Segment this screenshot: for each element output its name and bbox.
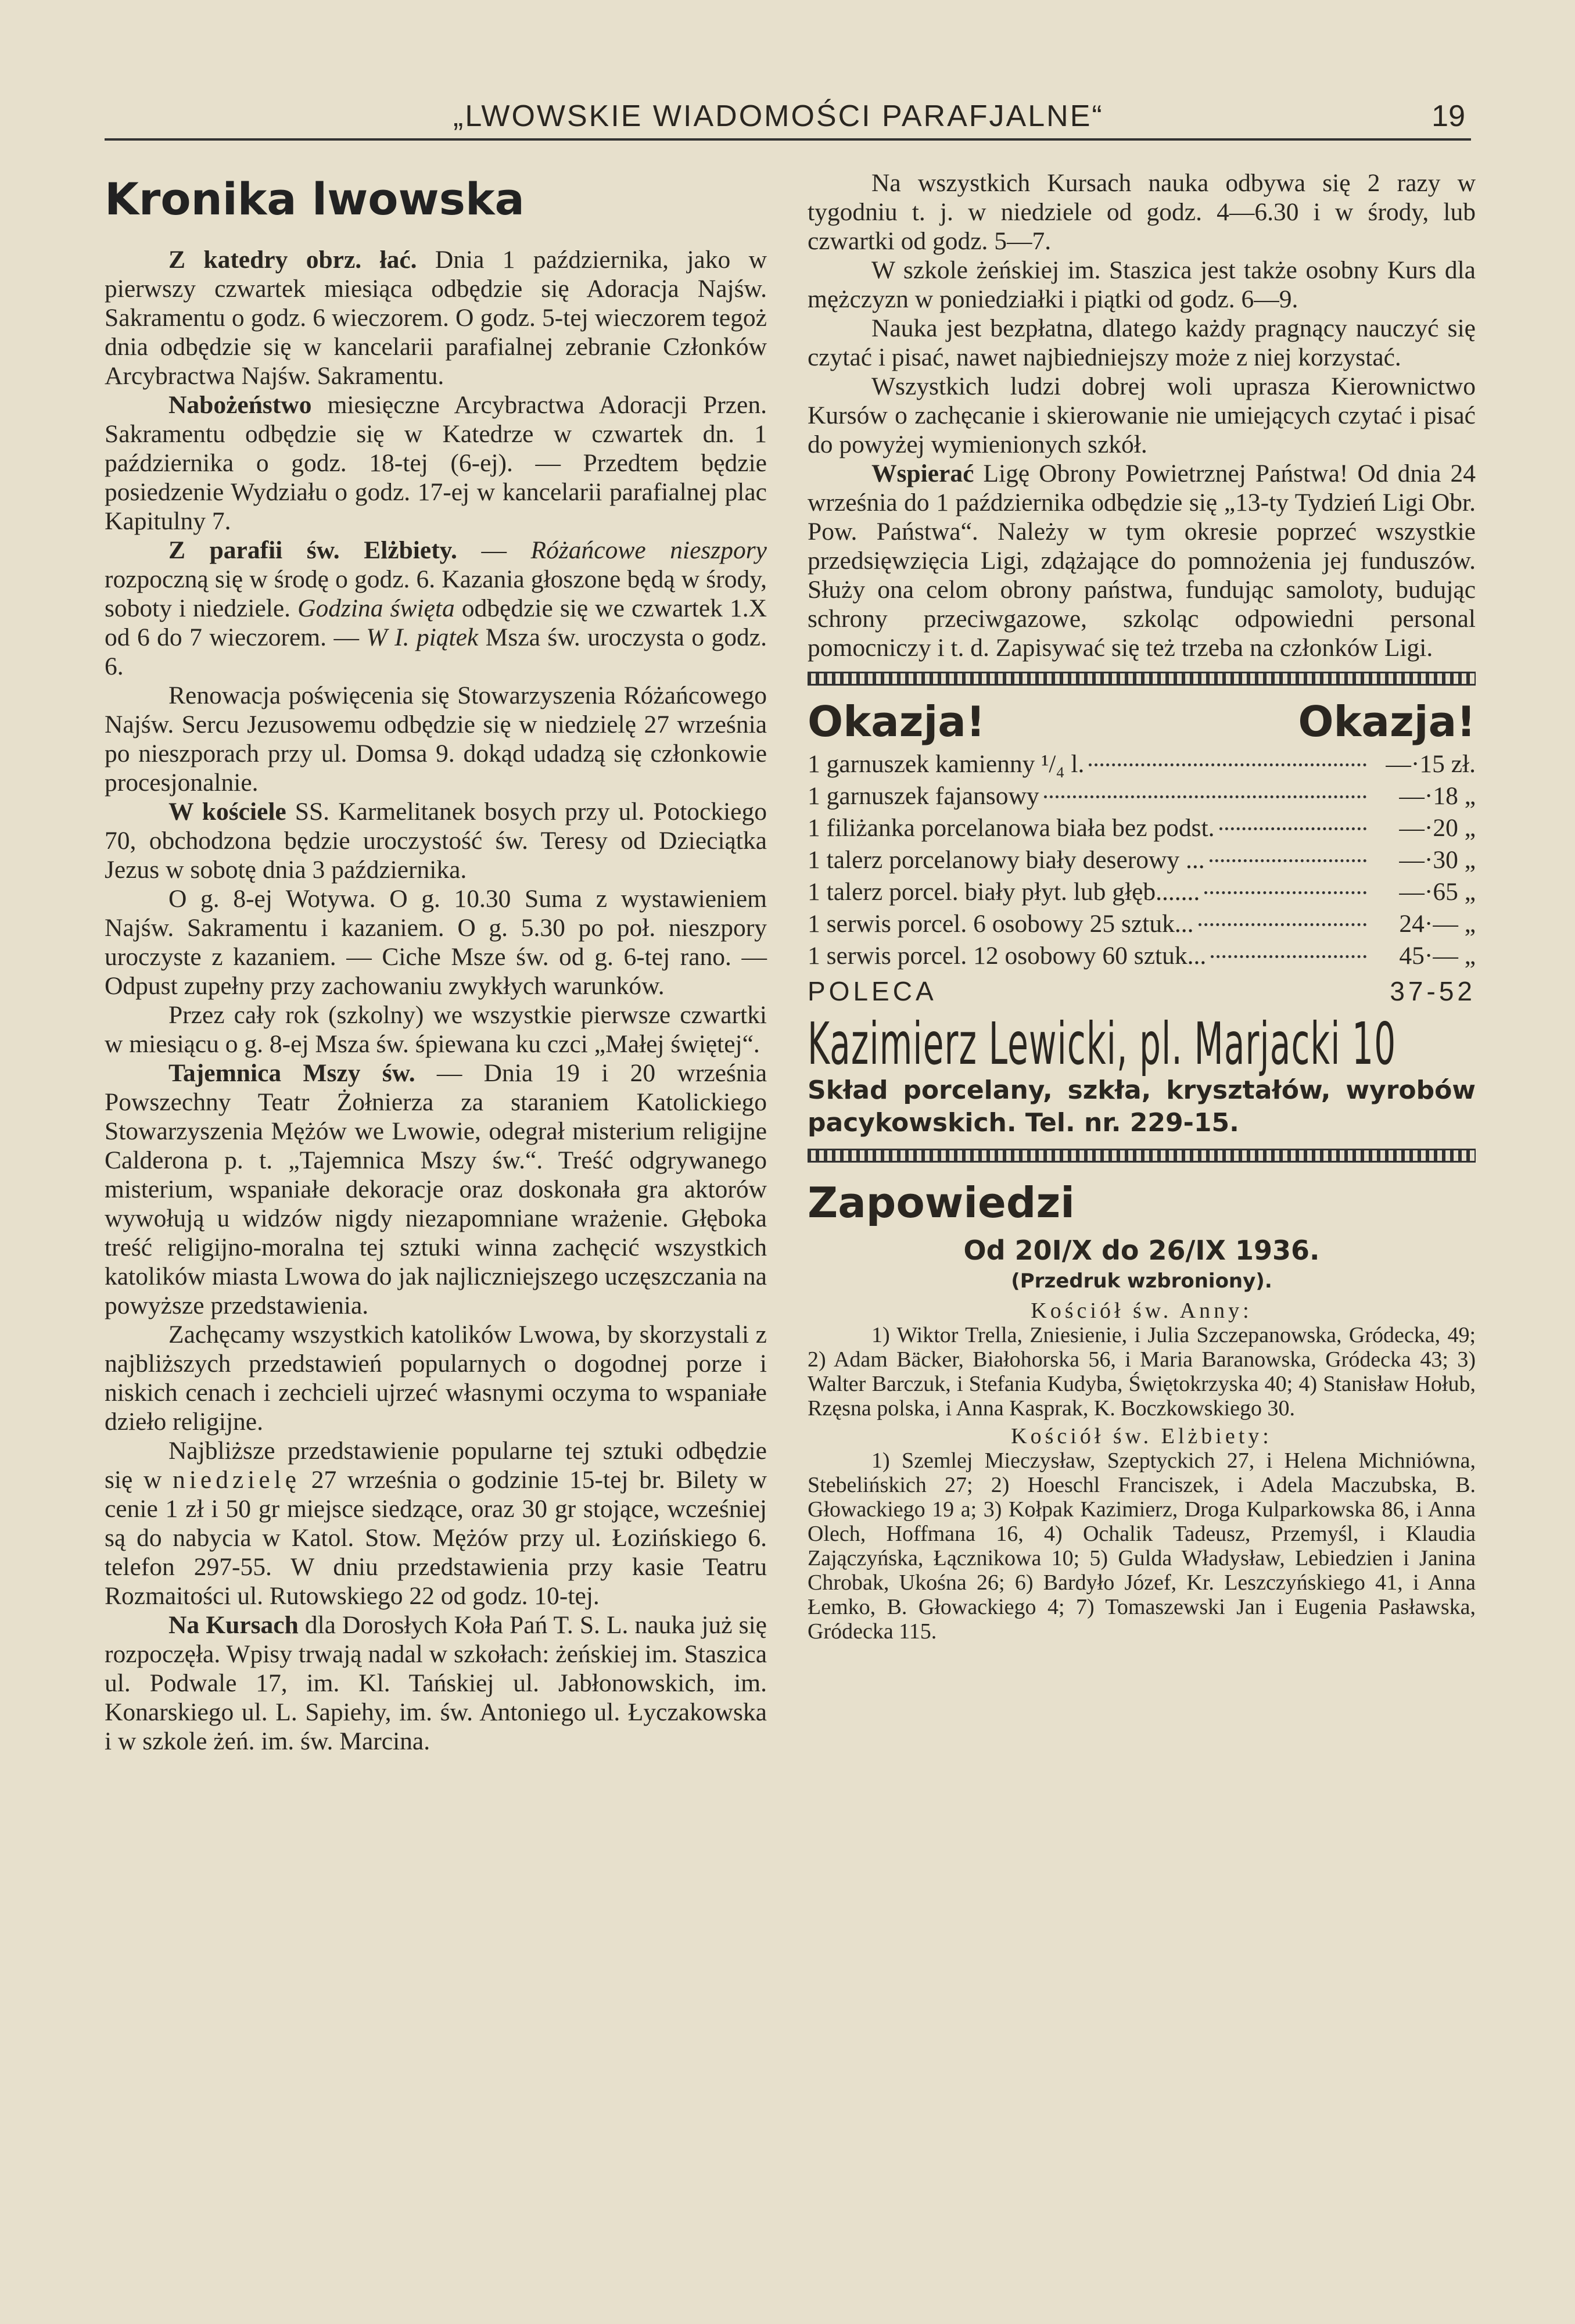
leader-dots	[1044, 795, 1366, 798]
company-description: Skład porcelany, szkła, kryształów, wyrobów pacykowskich. Tel. nr. 229-15.	[808, 1075, 1476, 1138]
najblizsze-paragraph	[105, 1436, 767, 1611]
leader-dots	[1204, 891, 1366, 894]
zapowiedzi-date-range: Od 20I/X do 26/IX 1936.	[963, 1235, 1320, 1266]
liga-heading: Wspierać	[871, 460, 974, 487]
kronika-title: Kronika lwowska	[105, 173, 525, 225]
elzbieta-text-1: rozpoczną się w środę o godz. 6. Kazania głoszone będą w środy, soboty i niedziele.	[105, 565, 767, 622]
price-value: 24·— „	[1399, 910, 1476, 938]
wotywa-paragraph: O g. 8-ej Wotywa. O g. 10.30 Suma z wystawieniem Najśw. Sakramentu i kazaniem. O g. 5.30 po poł. nieszpory uroczyste z kazaniem. — Ciche Msze św. od g. 6-tej rano. — Odpust zupełny przy zachowaniu zwykłych warunków.	[105, 885, 767, 1000]
price-item: 1 garnuszek kamienny ¹/₄ l.	[808, 750, 1085, 778]
page-header	[105, 93, 1471, 141]
price-row	[808, 780, 1476, 812]
price-item: 1 garnuszek fajansowy	[808, 782, 1039, 810]
zachecamy-paragraph: Zachęcamy wszystkich katolików Lwowa, by skorzystali z najbliższych przedstawień popularnych o dogodnej porze i niskich cenach i zechcieli ujrzeć własnymi oczyma to wspaniałe dzieło religijne.	[105, 1321, 767, 1436]
elzbieta-italic-3: W I. piątek	[366, 623, 479, 651]
price-item: 1 serwis porcel. 6 osobowy 25 sztuk...	[808, 910, 1194, 938]
right-column	[808, 168, 1476, 1644]
poleca-label: POLECA	[808, 976, 937, 1006]
left-column	[105, 168, 767, 1756]
leader-dots	[1219, 827, 1366, 830]
ornamental-divider	[808, 672, 1476, 686]
elzbieta-italic-1: Różańcowe nieszpory	[530, 536, 767, 564]
price-value: 45·— „	[1399, 942, 1476, 970]
price-row	[808, 748, 1476, 780]
price-value: —·65 „	[1399, 878, 1476, 906]
karmelitanki-text: SS. Karmelitanek bosych przy ul. Potockiego 70, obchodzona będzie uroczystość św. Teresy od Dzieciątka Jezus w sobotę dnia 3 października.	[105, 798, 767, 884]
company-name: Kazimierz Lewicki, pl. Marjacki 10	[808, 1010, 1397, 1078]
leader-dots	[1210, 859, 1366, 862]
kursy-nauka-paragraph: Na wszystkich Kursach nauka odbywa się 2 razy w tygodniu t. j. w niedziele od godz. 4—6.30 i w środy, lub czwartki od godz. 5—7.	[808, 169, 1476, 255]
renowacja-paragraph: Renowacja poświęcenia się Stowarzyszenia Różańcowego Najśw. Sercu Jezusowemu odbędzie się w niedzielę 27 września po nieszporach przy ul. Domsa 9. dokąd udadzą się członkowie procesjonalnie.	[105, 682, 767, 797]
nabozenstwo-text: miesięczne Arcybractwa Adoracji Przen. Sakramentu odbędzie się w Katedrze w czwartek dn. 1 października o godz. 18-tej (6-ej). — Przedtem będzie posiedzenie Wydziału o godz. 17-ej w kancelarii parafialnej plac Kapitulny 7.	[105, 391, 767, 535]
nabozenstwo-paragraph	[105, 390, 767, 536]
elzbieta-text-2: odbędzie się we czwartek 1.X od 6 do 7 wieczorem. —	[105, 594, 767, 651]
price-row	[808, 844, 1476, 876]
nabozenstwo-heading: Nabożeństwo	[168, 391, 312, 419]
kosciol-elzbiety-heading: Kościół św. Elżbiety:	[1011, 1424, 1272, 1448]
elzbieta-italic-2: Godzina święta	[297, 594, 455, 622]
zapowiedzi-title: Zapowiedzi	[808, 1178, 1075, 1227]
elzbiety-banns: 1) Szemlej Mieczysław, Szeptyckich 27, i Helena Michniówna, Stebelińskich 27; 2) Hoeschl Franciszek, i Adela Maczubska, B. Głowackiego 19 a; 3) Kołpak Kazimierz, Droga Kulparkowska 86, i Anna Olech, Hoffmana 16, 4) Ochalik Tadeusz, Przemyśl, i Klaudia Zajączyńska, Łącznikowa 10; 5) Gulda Władysław, Lebiedzien i Janina Chrobak, Ukośna 26; 6) Bardyło Józef, Kr. Leszczyńskiego 41, i Anna Łemko, B. Głowackiego 4; 7) Tomaszewski Jan i Eugenia Pasławska, Gródecka 115.	[808, 1448, 1476, 1644]
price-row	[808, 940, 1476, 972]
header-title: „LWOWSKIE WIADOMOŚCI PARAFJALNE“	[453, 99, 1104, 133]
price-value: —·15 zł.	[1386, 750, 1476, 778]
kursy-text: dla Dorosłych Koła Pań T. S. L. nauka już się rozpoczęła. Wpisy trwają nadal w szkołach: żeńskiej im. Staszica ul. Podwale 17, im. Kl. Tańskiej ul. Jabłonowskich, im. Konarskiego ul. L. Sapiehy, im. św. Antoniego ul. Łyczakowska i w szkole żeń. im. św. Marcina.	[105, 1611, 767, 1755]
price-item: 1 filiżanka porcelanowa biała bez podst.	[808, 814, 1215, 842]
price-row	[808, 876, 1476, 908]
price-list	[808, 748, 1476, 972]
okazja-left-title: Okazja!	[808, 697, 985, 746]
kursy-paragraph	[105, 1611, 767, 1756]
bezplatna-paragraph: Nauka jest bezpłatna, dlatego każdy pragnący nauczyć się czytać i pisać, nawet najbiedniejszy może z niej korzystać.	[808, 314, 1476, 371]
najblizsze-text-1: Najbliższe przedstawienie popularne tej sztuki odbędzie się w	[105, 1437, 767, 1494]
okazja-right-title: Okazja!	[1298, 697, 1476, 746]
ornamental-divider	[808, 1149, 1476, 1163]
elzbieta-paragraph	[105, 536, 767, 681]
tajemnica-text: — Dnia 19 i 20 września Powszechny Teatr Żołnierza za staraniem Katolickiego Stowarzyszenia Mężów we Lwowie, odegrał misterium religijne Calderona p. t. „Tajemnica Mszy św.“. Treść odgrywanego misterium, wspaniałe dekoracje oraz doskonała gra aktorów wywołują u widzów nigdy niezapomniane wrażenie. Głęboka treść religijno-moralna tej sztuki winna zachęcić wszystkich katolików miasta Lwowa do jak najliczniejszego uczęszczania na powyższe przedstawienia.	[105, 1059, 767, 1319]
elzbieta-text-3: Msza św. uroczysta o godz. 6.	[105, 623, 767, 680]
leader-dots	[1199, 923, 1366, 926]
price-item: 1 serwis porcel. 12 osobowy 60 sztuk...	[808, 942, 1207, 970]
price-item: 1 talerz porcelanowy biały deserowy ...	[808, 846, 1205, 874]
price-row	[808, 908, 1476, 940]
przez-caly-rok-paragraph: Przez cały rok (szkolny) we wszystkie pierwsze czwartki w miesiącu o g. 8-ej Msza św. śpiewana ku czci „Małej świętej“.	[105, 1001, 767, 1058]
poleca-row	[808, 977, 1476, 1006]
katedra-heading: Z katedry obrz. łać.	[168, 246, 417, 274]
wszystkich-ludzi-paragraph: Wszystkich ludzi dobrej woli uprasza Kierownictwo Kursów o zachęcanie i skierowanie nie umiejących czytać i pisać do powyżej wymienionych szkół.	[808, 372, 1476, 458]
okazja-header	[808, 695, 1476, 748]
price-value: —·20 „	[1399, 814, 1476, 842]
kosciol-anny-heading: Kościół św. Anny:	[1031, 1299, 1253, 1323]
tajemnica-heading: Tajemnica Mszy św.	[168, 1059, 415, 1087]
price-item: 1 talerz porcel. biały płyt. lub głęb.......	[808, 878, 1200, 906]
kursy-heading: Na Kursach	[168, 1611, 299, 1639]
elzbieta-dash: —	[457, 536, 531, 564]
tajemnica-paragraph	[105, 1059, 767, 1320]
leader-dots	[1089, 763, 1366, 766]
leader-dots	[1211, 955, 1366, 958]
staszica-paragraph: W szkole żeńskiej im. Staszica jest także osobny Kurs dla mężczyzn w poniedziałki i piątki od godz. 6—9.	[808, 256, 1476, 313]
najblizsze-spaced: niedzielę	[173, 1466, 301, 1494]
karmelitanki-heading: W kościele	[168, 798, 286, 826]
katedra-text: Dnia 1 października, jako w pierwszy czwartek miesiąca odbędzie się Adoracja Najśw. Sakramentu o godz. 6 wieczorem. O godz. 5-tej wieczorem tegoż dnia odbędzie się w kancelarii parafialnej zebranie Członków Arcybractwa Najśw. Sakramentu.	[105, 246, 767, 390]
page-number: 19	[1432, 99, 1465, 133]
karmelitanki-paragraph	[105, 797, 767, 884]
liga-text: Ligę Obrony Powietrznej Państwa! Od dnia 24 września do 1 października odbędzie się „13-ty Tydzień Ligi Obr. Pow. Państwa“. Należy w tym okresie poprzeć wszystkie przedsięwzięcia Ligi, zdążające do pomnożenia jej funduszów. Służy ona celom obrony państwa, fundując samoloty, budując schrony przeciwgazowe, szkoląc odpowiedni personal pomocniczy i t. d. Zapisywać się też trzeba na członków Ligi.	[808, 460, 1476, 662]
liga-paragraph	[808, 459, 1476, 662]
ad-number: 37-52	[1390, 976, 1476, 1006]
anny-banns: 1) Wiktor Trella, Zniesienie, i Julia Szczepanowska, Gródecka, 49; 2) Adam Bäcker, Białohorska 56, i Maria Baranowska, Gródecka 43; 3) Walter Barczuk, i Stefania Kudyba, Świętokrzyska 40; 4) Stanisław Hołub, Rzęsna polska, i Anna Kasprak, K. Boczkowskiego 30.	[808, 1323, 1476, 1421]
price-value: —·30 „	[1399, 846, 1476, 874]
katedra-paragraph	[105, 245, 767, 390]
price-row	[808, 812, 1476, 844]
najblizsze-text-2: 27 września o godzinie 15-tej br. Bilety w cenie 1 zł i 50 gr miejsce siedzące, oraz 30 gr stojące, wcześniej są do nabycia w Katol. Stow. Mężów przy ul. Łozińskiego 6. telefon 297-55. W dniu przedstawienia przy kasie Teatru Rozmaitości ul. Rutowskiego 22 od godz. 10-tej.	[105, 1466, 767, 1610]
price-value: —·18 „	[1399, 782, 1476, 810]
elzbieta-heading: Z parafii św. Elżbiety.	[168, 536, 457, 564]
zapowiedzi-note: (Przedruk wzbroniony).	[1011, 1269, 1272, 1293]
